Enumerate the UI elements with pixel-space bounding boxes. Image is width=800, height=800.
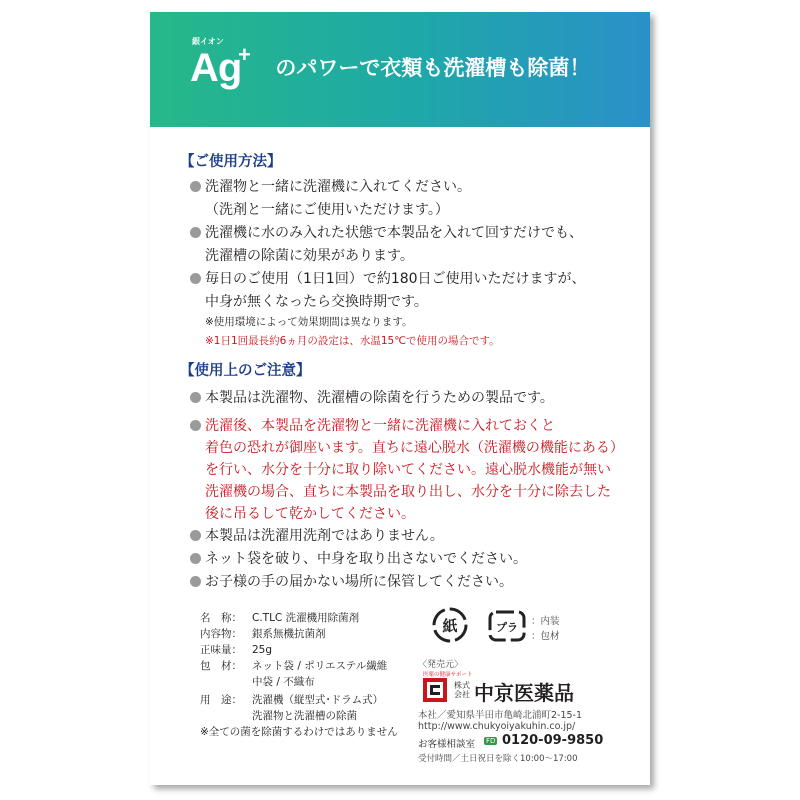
bullet-icon (190, 420, 201, 431)
logo-caption: 医薬の健康サポート (423, 672, 473, 678)
usage-note: ※使用環境によって効果期間は異なります。 (205, 316, 413, 328)
svg-text:プラ: プラ (496, 621, 518, 634)
recycle-outer-label: ：包材 (531, 631, 560, 642)
bullet-icon (190, 530, 201, 541)
caution-line: 本製品は洗濯用洗剤ではありません。 (205, 528, 444, 544)
spec-material-2: 中袋 / 不織布 (252, 676, 315, 688)
usage-note-red: ※1日1回最長約6ヵ月の設定は、水温15℃で使用の場合です。 (205, 335, 500, 347)
caution-line: お子様の手の届かない場所に保管してください。 (205, 574, 513, 590)
bullet-icon (190, 273, 201, 284)
usage-line: 洗濯物と一緒に洗濯機に入れてください。 (205, 179, 471, 195)
caution-line: ネット袋を破り、中身を取り出さないでください。 (205, 551, 527, 567)
company-name: 中京医薬品 (474, 681, 574, 705)
spec-use: 用 途： 洗濯機（縦型式･ドラム式） (200, 694, 384, 706)
usage-line: （洗剤と一緒にご使用いただけます。） (205, 202, 449, 218)
seller-label: 〈発売元〉 (418, 660, 464, 670)
bullet-icon (190, 392, 201, 403)
ag-plus: + (238, 42, 250, 67)
svg-text:紙: 紙 (442, 617, 458, 635)
plastic-recycle-icon (487, 609, 527, 647)
bullet-icon (190, 227, 201, 238)
paper-recycle-icon (430, 605, 470, 649)
header-banner (150, 12, 650, 127)
caution-line-red: 洗濯機の場合、直ちに本製品を取り出し、水分を十分に除去した (205, 484, 611, 500)
usage-line: 洗濯機に水のみ入れた状態で本製品を入れて回すだけでも、 (205, 225, 583, 241)
company-logo-icon (423, 678, 447, 706)
spec-disclaimer: ※全ての菌を除菌するわけではありません (200, 726, 398, 738)
spec-weight: 正味量： 25g (200, 644, 273, 656)
bullet-icon (190, 576, 201, 587)
caution-line-red: を行い、水分を十分に取り除いてください。遠心脱水機能が無い (205, 462, 611, 478)
caution-line: 本製品は洗濯物、洗濯槽の除菌を行うための製品です。 (205, 390, 554, 406)
bullet-icon (190, 181, 201, 192)
recycle-inner-label: ：内装 (531, 616, 560, 627)
spec-content: 内容物： 銀系無機抗菌剤 (200, 628, 326, 640)
company-url[interactable]: http://www.chukyoiyakuhin.co.jp/ (418, 721, 576, 732)
caution-title: 【使用上のご注意】 (180, 363, 311, 379)
free-dial-icon: FD (486, 737, 496, 745)
ag-symbol: Ag 銀イオン + (190, 37, 250, 90)
support-label: お客様相談室 (418, 739, 476, 750)
caution-line-red: 洗濯後、本製品を洗濯物と一緒に洗濯機に入れておくと (205, 418, 555, 434)
spec-name: 名 称： C.TLC 洗濯機用除菌剤 (200, 612, 360, 624)
bullet-icon (190, 553, 201, 564)
ag-ruby: 銀イオン (192, 37, 224, 46)
usage-line: 毎日のご使用（1日1回）で約180日ご使用いただけますが、 (205, 271, 586, 287)
caution-line-red: 後に吊るして乾かしてください。 (205, 506, 415, 522)
support-phone[interactable]: 0120-09-9850 (502, 733, 604, 748)
support-hours: 受付時間／土日祝日を除く10:00～17:00 (418, 754, 578, 764)
usage-line: 洗濯槽の除菌に効果があります。 (205, 248, 414, 264)
spec-material: 包 材： ネット袋 / ポリエステル繊維 (200, 660, 388, 672)
headline-text: のパワーで衣類も洗濯槽も除菌！ (275, 56, 591, 80)
caution-line-red: 着色の恐れが御座います。直ちに遠心脱水（洗濯機の機能にある） (205, 440, 624, 456)
usage-line: 中身が無くなったら交換時期です。 (205, 294, 428, 310)
spec-use-2: 洗濯物と洗濯槽の除菌 (252, 710, 357, 722)
usage-title: 【ご使用方法】 (180, 154, 282, 170)
corp-prefix: 株式 会社 (454, 681, 470, 699)
company-address: 本社／愛知県半田市亀崎北浦町2-15-1 (418, 710, 583, 721)
headline (190, 37, 591, 91)
product-label-card (150, 12, 650, 785)
